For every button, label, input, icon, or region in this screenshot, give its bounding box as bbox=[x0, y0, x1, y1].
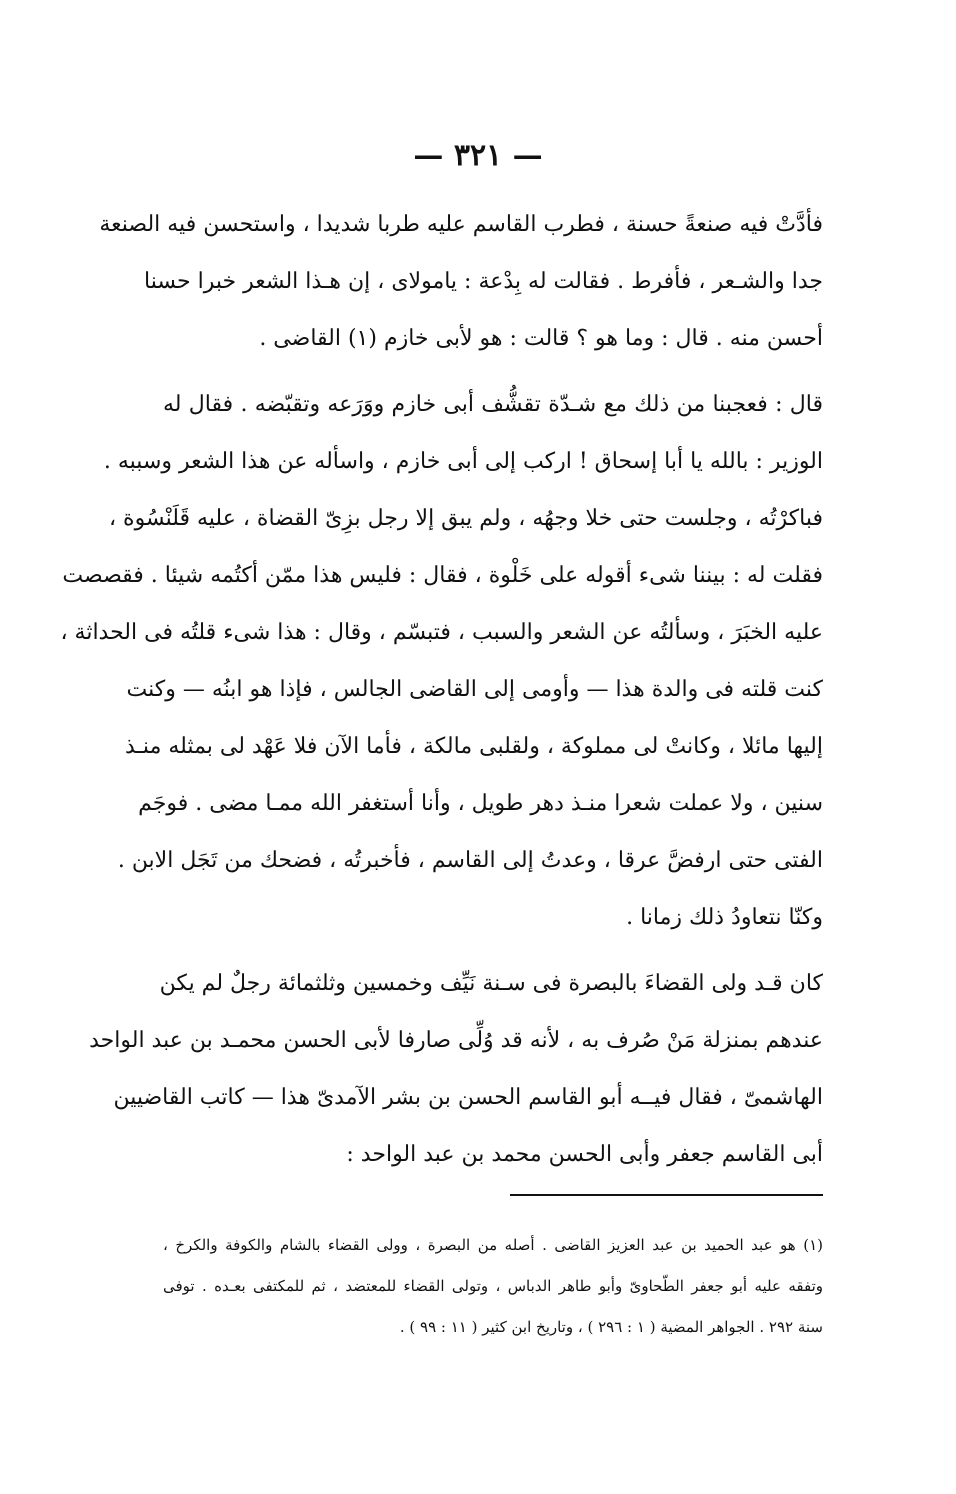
paragraph-1 bbox=[99, 196, 823, 367]
text-line: وكنّا نتعاودُ ذلك زمانا . bbox=[626, 905, 823, 930]
text-line: فقلت له : بيننا شىء أقوله على خَلْوة ، فقال : فليس هذا ممّن أكتُمه شيئا . فقصصت bbox=[62, 563, 823, 588]
text-line: سنين ، ولا عملت شعرا منـذ دهر طويل ، وأنا أستغفر الله ممـا مضى . فوجَم bbox=[138, 791, 823, 816]
footnotes bbox=[163, 1225, 823, 1348]
footnote-line: سنة ٢٩٢ . الجواهر المضية ( ١ : ٢٩٦ ) ، وتاريخ ابن كثير ( ١١ : ٩٩ ) . bbox=[399, 1318, 823, 1336]
text-line: الفتى حتى ارفضَّ عرقا ، وعدتُ إلى القاسم ، فأخبرتُه ، فضحك من تَجَل الابن . bbox=[117, 848, 823, 873]
text-line: كان قـد ولى القضاءَ بالبصرة فى سـنة نَيِّف وخمسين وثلثمائة رجلٌ لم يكن bbox=[159, 971, 823, 996]
page-number: — ٣٢١ — bbox=[413, 138, 543, 173]
text-line: فأدَّتْ فيه صنعةً حسنة ، فطرب القاسم عليه طربا شديدا ، واستحسن فيه الصنعة bbox=[99, 212, 823, 237]
paragraph-2 bbox=[60, 376, 823, 946]
text-line: قال : فعجبنا من ذلك مع شـدّة تقشُّف أبى خازم ووَرَعه وتقبّضه . فقال له bbox=[163, 392, 823, 417]
text-line: إليها مائلا ، وكانتْ لى مملوكة ، ولقلبى مالكة ، فأما الآن فلا عَهْد لى بمثله منـذ bbox=[124, 734, 823, 759]
footnote-line: وتفقه عليه أبو جعفر الطّحاوىّ وأبو طاهر الدباس ، وتولى القضاء للمعتضد ، ثم للمكتفى بعـده . توفى bbox=[163, 1277, 823, 1295]
text-line: فباكرْتُه ، وجلست حتى خلا وجهُه ، ولم يبق إلا رجل بزِىّ القضاة ، عليه قَلَنْسُوة ، bbox=[108, 506, 823, 531]
text-line: أحسن منه . قال : وما هو ؟ قالت : هو لأبى خازم (١) القاضى . bbox=[259, 326, 823, 351]
text-line: أبى القاسم جعفر وأبى الحسن محمد بن عبد الواحد : bbox=[346, 1142, 823, 1167]
text-line: عليه الخبَرَ ، وسألتُه عن الشعر والسبب ، فتبسّم ، وقال : هذا شىء قلتُه فى الحداثة ، bbox=[60, 620, 823, 645]
text-line: الهاشمىّ ، فقال فيــه أبو القاسم الحسن بن بشر الآمدىّ هذا — كاتب القاضيين bbox=[113, 1085, 823, 1110]
footnote-divider bbox=[510, 1194, 823, 1196]
text-line: عندهم بمنزلة مَنْ صُرف به ، لأنه قد وُلِّى صارفا لأبى الحسن محمـد بن عبد الواحد bbox=[89, 1028, 823, 1053]
text-line: الوزير : بالله يا أبا إسحاق ! اركب إلى أبى خازم ، واسأله عن هذا الشعر وسببه . bbox=[103, 449, 823, 474]
footnote-line: (١) هو عبد الحميد بن عبد العزيز القاضى . أصله من البصرة ، وولى القضاء بالشام والكوفة والكرخ ، bbox=[163, 1236, 823, 1254]
text-line: جدا والشـعر ، فأفرط . فقالت له بِدْعة : يامولاى ، إن هـذا الشعر خبرا حسنا bbox=[144, 269, 823, 294]
text-line: كنت قلته فى والدة هذا — وأومى إلى القاضى الجالس ، فإذا هو ابنُه — وكنت bbox=[126, 677, 823, 702]
paragraph-3 bbox=[89, 955, 823, 1183]
